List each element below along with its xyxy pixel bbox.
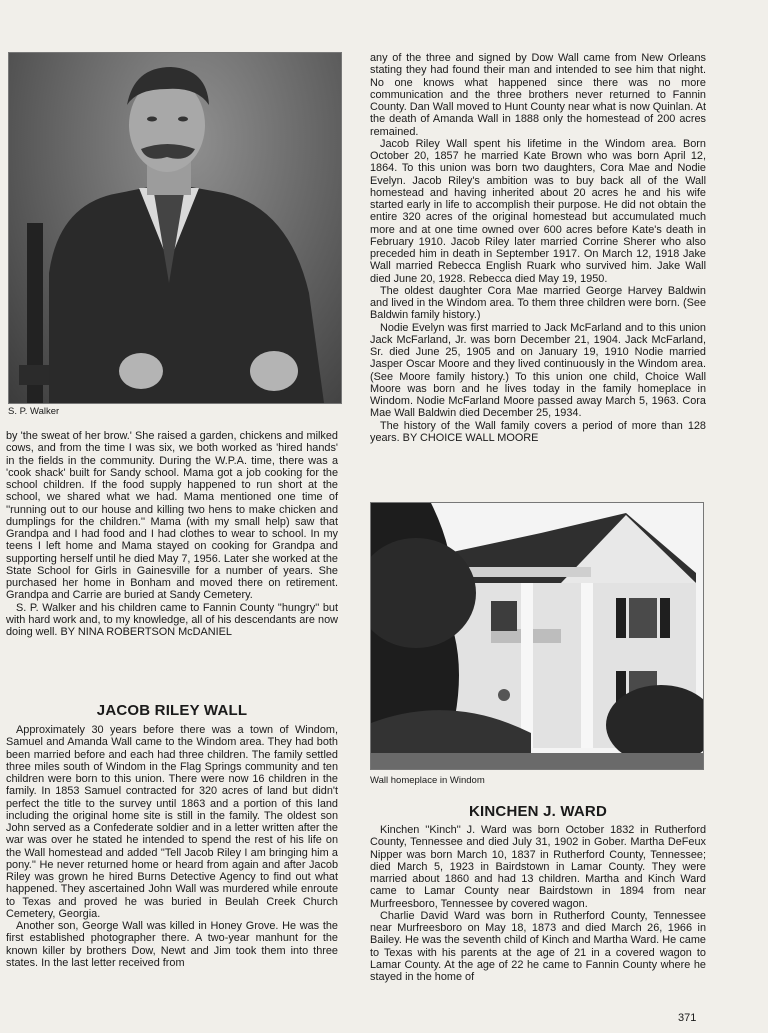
house-illustration [371,503,703,769]
jacob-wall-paragraph-2: Another son, George Wall was killed in Honey Grove. He was the first established photographer there. A two-year manhunt for the known killer by brothers Dow, Newt and Jim took them into three states. In the last letter received from [6,920,338,969]
wall-paragraph-2: Jacob Riley Wall spent his lifetime in the Windom area. Born October 20, 1857 he married Kate Brown who was born April 12, 1864. To this union was born two daughters, Cora Mae and Nodie Evelyn. Jacob Riley's ambition was to buy back all of the Wall homestead and having inherited about 20 acres he and his wife started early in life to accomplish their purpose. He did not obtain the entire 320 acres of the original homestead but accumulated much more and at one time owned over 600 acres before Kate's death in February 1910. Jacob Riley later married Corrine Sherer who also preceded him in death in September 1917. On March 12, 1918 Jake Wall married Rebecca English Ruark who survived him. Jake Wall died June 20, 1928. Rebecca died May 19, 1950. [370,137,706,285]
wall-paragraph-3: The oldest daughter Cora Mae married George Harvey Baldwin and lived in the Windom area. To them three children were born. (See Baldwin family history.) [370,284,706,322]
wall-paragraph-4: Nodie Evelyn was first married to Jack McFarland and to this union Jack McFarland, Jr. was born December 21, 1904. Jack McFarland, Sr. died June 25, 1905 and on January 19, 1910 Nodie married Jasper Oscar Moore and they lived continuously in the Windom area. (See Moore family history.) To this union one child, Choice Wall Moore was born and he lives today in the family homeplace in Windom. Nodie McFarland Moore passed away March 5, 1963. Cora Mae Wall Baldwin died December 25, 1934. [370,321,706,420]
kinchen-ward-paragraph-2: Charlie David Ward was born in Rutherford County, Tennessee near Murfreesboro on May 18, 1873 and died March 26, 1966 in Bailey. He was the seventh child of Kinch and Martha Ward. He came to Texas with his parents at the age of 21 in a covered wagon to Lamar County. At the age of 22 he came to Fannin County where he stayed in the home of [370,909,706,983]
walker-story-paragraph: by 'the sweat of her brow.' She raised a garden, chickens and milked cows, and from the time I was six, we both worked as 'hired hands' in the fields in the community. During the W.P.A. time, there was a 'cook shack' built for Sandy school. Mama got a job cooking for the school children. If the food supply happened to run short at the school, we shared what we had. Mama mentioned one time of ''running out to our house and killing two hens to make chicken and dumplings for the children.'' Mama (with my small help) saw that Grandpa and I had food and I had clothes to wear to school. In my teens I left home and Mama stayed on cooking for Grandpa and supporting herself until he died May 7, 1956. Later she worked at the State School for Girls in Gainesville for a number of years. She purchased her home in Bonham and moved there on retirement. Grandpa and Carrie are buried at Sandy Cemetery. [6,430,338,602]
page-number: 371 [678,1012,697,1024]
left-column [6,430,338,638]
kinchen-ward-heading: KINCHEN J. WARD [468,803,607,820]
jacob-wall-column [6,724,338,969]
portrait-illustration [9,53,341,403]
wall-paragraph-5: The history of the Wall family covers a period of more than 128 years. BY CHOICE WALL MOORE [370,419,706,444]
house-caption: Wall homeplace in Windom [370,775,485,786]
right-column [370,52,706,444]
wall-paragraph-1: any of the three and signed by Dow Wall came from New Orleans stating they had found their man and intended to see him that night. No one knows what happened since there was no more communication and the three brothers never returned to Fannin County. Dan Wall moved to Hunt County near what is now Quinlan. At the death of Amanda Wall in 1888 only the homestead of 200 acres remained. [370,52,706,138]
walker-closing-paragraph: S. P. Walker and his children came to Fannin County ''hungry'' but with hard work and, to my knowledge, all of his descendants are now doing well. BY NINA ROBERTSON McDANIEL [6,601,338,638]
portrait-caption: S. P. Walker [8,406,60,417]
jacob-riley-wall-heading: JACOB RILEY WALL [96,702,248,719]
kinchen-ward-column [370,824,706,983]
kinchen-ward-paragraph-1: Kinchen ''Kinch'' J. Ward was born October 1832 in Rutherford County, Tennessee and died July 31, 1902 in Gober. Martha DeFeux Nipper was born March 10, 1837 in Rutherford County, Tennessee; died March 5, 1923 in Bairdstown in Lamar County. They were married about 1860 and had 13 children. Martha and Kinch Ward came to Lamar County near Bairdstown in 1894 from near Murfreesboro, Tennessee by covered wagon. [370,824,706,910]
portrait-photo [8,52,342,404]
jacob-wall-paragraph-1: Approximately 30 years before there was a town of Windom, Samuel and Amanda Wall came to the Windom area. They had both been married before and each had three children. The family settled three miles south of Windom in the Flag Springs community and ten children were born to this union. There were now 16 children in the family. In 1853 Samuel contracted for 320 acres of land but didn't perfect the title to the survey until 1863 and a portion of this land including the original home site is still in the family. The oldest son John served as a Confederate soldier and in a letter written after the war was over he stated he intended to spend the rest of his life on the Wall homestead and added ''Tell Jacob Riley I am bringing him a pony.'' He never returned home or heard from again and after Jacob Riley was grown he hired Burns Detective Agency to find out what happened. They ascertained John Wall was murdered while enroute to Texas and proved he was buried in Beulah Creek Church Cemetery, Georgia. [6,724,338,920]
house-photo [370,502,704,770]
